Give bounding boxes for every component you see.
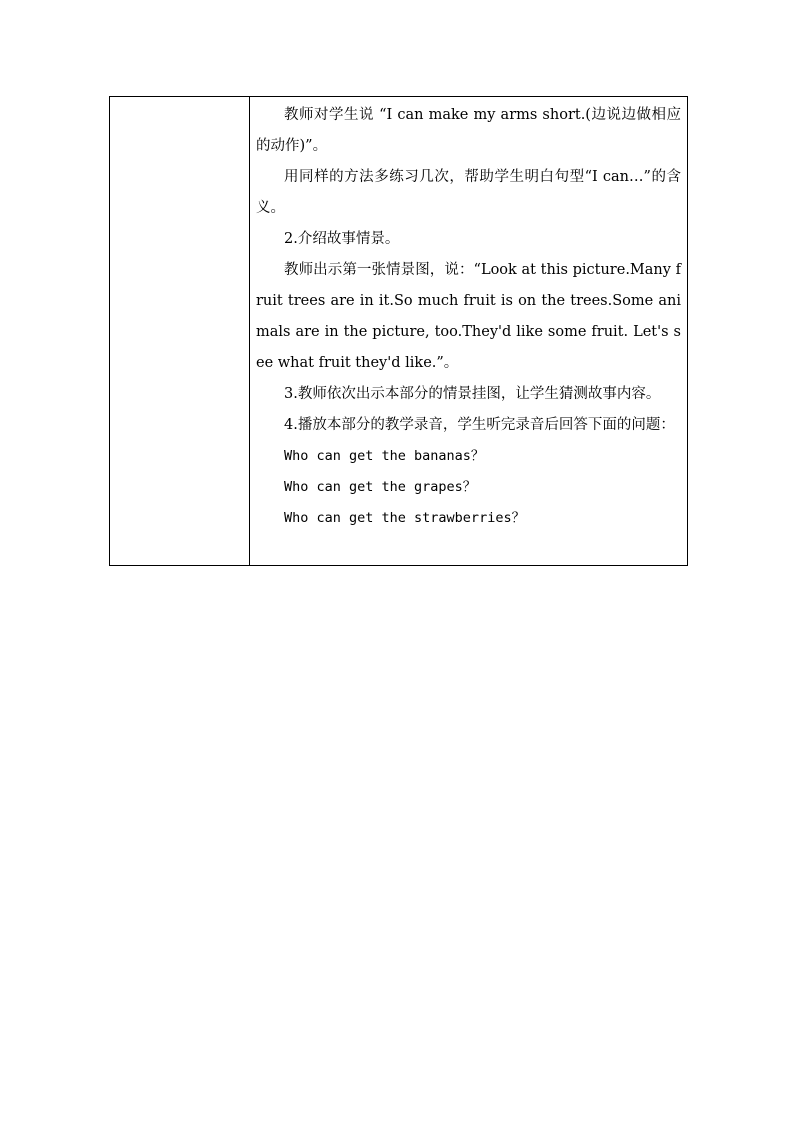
paragraph-practice: 用同样的方法多练习几次，帮助学生明白句型“I can…”的含义。 [256, 169, 681, 216]
question-grapes: Who can get the grapes？ [284, 479, 477, 495]
question-bananas: Who can get the bananas？ [284, 448, 485, 464]
paragraph-step-3: 3.教师依次出示本部分的情景挂图，让学生猜测故事内容。 [284, 386, 661, 402]
paragraph-step-2: 2.介绍故事情景。 [284, 231, 400, 247]
left-cell [110, 97, 250, 566]
paragraph-step-4: 4.播放本部分的教学录音，学生听完录音后回答下面的问题： [284, 417, 675, 433]
right-cell [250, 97, 688, 566]
question-strawberries: Who can get the strawberries？ [284, 510, 526, 526]
table-row [110, 97, 688, 566]
paragraph-picture-intro: 教师出示第一张情景图，说：“Look at this picture.Many fruit trees are in it.So much fruit is on the trees.Some animals are in the picture, too.They'd like some fruit. Let's see what fruit they'd like.”。 [256, 262, 681, 371]
paragraph-teacher-says: 教师对学生说 “I can make my arms short.(边说边做相应的动作)”。 [256, 107, 681, 154]
lesson-content [250, 97, 687, 534]
lesson-table [109, 96, 688, 566]
